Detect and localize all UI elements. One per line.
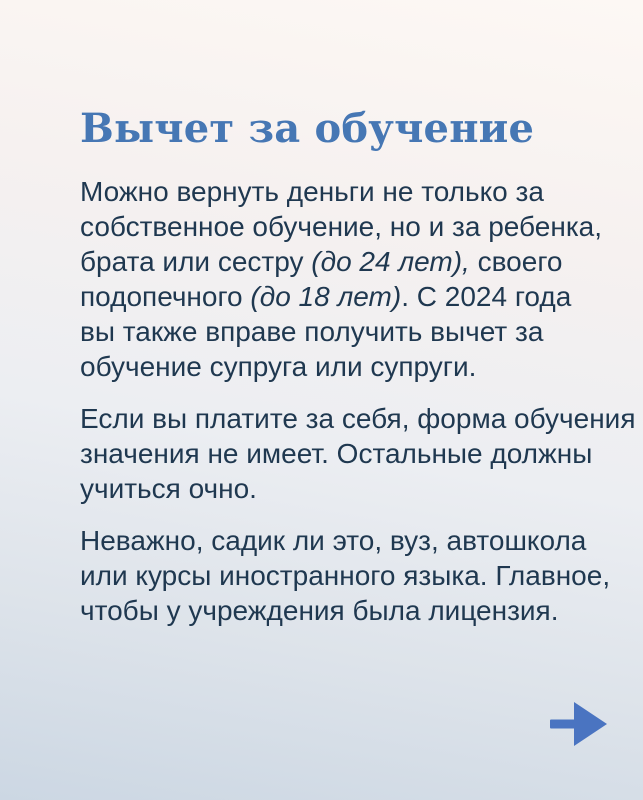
text-line: значения не имеет. Остальные должны bbox=[80, 438, 593, 469]
paragraph bbox=[80, 401, 636, 506]
arrow-right-icon bbox=[550, 700, 608, 748]
paragraph bbox=[80, 174, 613, 384]
text-line: Неважно, садик ли это, вуз, автошкола bbox=[80, 525, 587, 556]
next-arrow-button[interactable] bbox=[550, 700, 608, 748]
text-line: собственное обучение, но и за ребенка, bbox=[80, 211, 603, 242]
text-line: учиться очно. bbox=[80, 473, 257, 504]
paragraph bbox=[80, 523, 613, 628]
text-line: вы также вправе получить вычет за bbox=[80, 316, 544, 347]
text-line: брата или сестру (до 24 лет), своего bbox=[80, 246, 563, 277]
text-line: подопечного (до 18 лет). С 2024 года bbox=[80, 281, 572, 312]
text-line: или курсы иностранного языка. Главное, bbox=[80, 560, 611, 591]
text-line: Если вы платите за себя, форма обучения bbox=[80, 403, 636, 434]
page-title: Вычет за обучение bbox=[80, 105, 535, 152]
text-line: чтобы у учреждения была лицензия. bbox=[80, 595, 559, 626]
text-line: обучение супруга или супруги. bbox=[80, 351, 477, 382]
body-text bbox=[0, 152, 643, 628]
text-line: Можно вернуть деньги не только за bbox=[80, 176, 544, 207]
